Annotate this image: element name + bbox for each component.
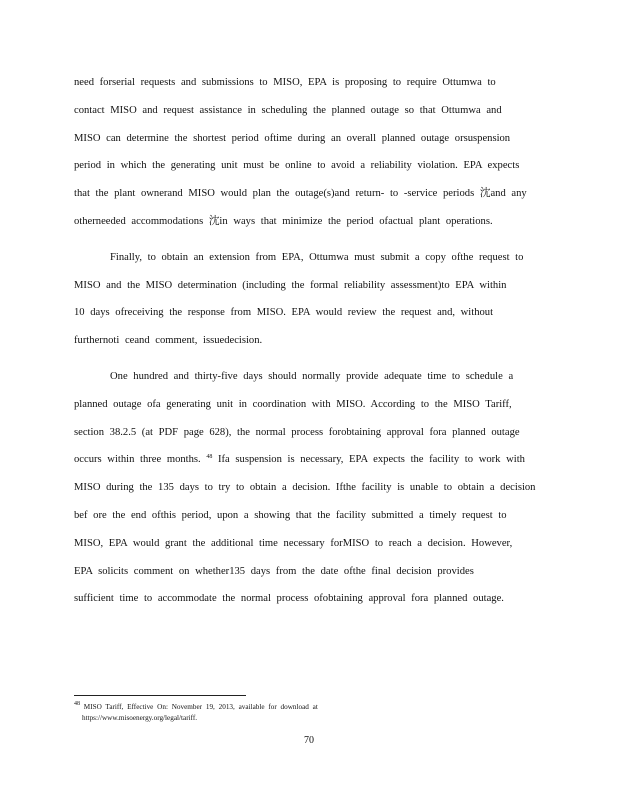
- footnote-reference[interactable]: 48: [206, 454, 213, 461]
- footnote-divider: [74, 695, 246, 696]
- footnote-link[interactable]: https://www.misoenergy.org/legal/tariff.: [82, 714, 198, 722]
- text-line: section 38.2.5 (at PDF page 628), the normal process forobtaining approval fora planned outage: [74, 426, 520, 438]
- text-line: EPA solicits comment on whether135 days from the date ofthe final decision provides: [74, 565, 474, 577]
- footnote-line: [74, 703, 318, 711]
- body-text: [74, 69, 544, 613]
- footnote-marker: 48: [74, 701, 80, 707]
- paragraph-2: [74, 244, 544, 355]
- text-line: MISO and the MISO determination (including the formal reliability assessment)to EPA within: [74, 279, 507, 291]
- text-line: need forserial requests and submissions to MISO, EPA is proposing to require Ottumwa to: [74, 77, 496, 88]
- text-fragment: Ifa suspension is necessary, EPA expects the facility to work with: [218, 454, 525, 466]
- text-line: MISO can determine the shortest period oftime during an overall planned outage orsuspension: [74, 132, 511, 144]
- footnote: [74, 702, 544, 724]
- text-line: contact MISO and request assistance in scheduling the planned outage so that Ottumwa and: [74, 104, 502, 116]
- text-line: that the plant ownerand MISO would plan the outage(s)and return- to -service periods 沈and any: [74, 188, 527, 200]
- paragraph-3: [74, 363, 544, 613]
- page-number: 70: [304, 735, 314, 746]
- footnote-text: MISO Tariff, Effective On: November 19, 2013, available for download at: [83, 703, 318, 711]
- paragraph-1: [74, 69, 544, 236]
- text-line: [74, 446, 544, 474]
- text-line: One hundred and thirty-five days should normally provide adequate time to schedule a: [110, 370, 514, 382]
- text-line: sufficient time to accommodate the normal process ofobtaining approval fora planned outage.: [74, 593, 504, 605]
- text-line: Finally, to obtain an extension from EPA, Ottumwa must submit a copy ofthe request to: [110, 251, 524, 263]
- text-line: MISO, EPA would grant the additional time necessary forMISO to reach a decision. However,: [74, 537, 513, 549]
- text-line: bef ore the end ofthis period, upon a showing that the facility submitted a timely request to: [74, 509, 507, 521]
- text-line: planned outage ofa generating unit in coordination with MISO. According to the MISO Tariff,: [74, 398, 512, 410]
- text-fragment: occurs within three months.: [74, 454, 201, 466]
- text-line: furthernoti ceand comment, issuedecision.: [74, 335, 263, 347]
- text-line: period in which the generating unit must be online to avoid a reliability violation. EPA expects: [74, 160, 520, 172]
- text-line: otherneeded accommodations 沈in ways that minimize the period ofactual plant operations.: [74, 215, 493, 227]
- text-line: MISO during the 135 days to try to obtain a decision. Ifthe facility is unable to obtain a decision: [74, 482, 536, 494]
- text-line: 10 days ofreceiving the response from MISO. EPA would review the request and, without: [74, 307, 494, 319]
